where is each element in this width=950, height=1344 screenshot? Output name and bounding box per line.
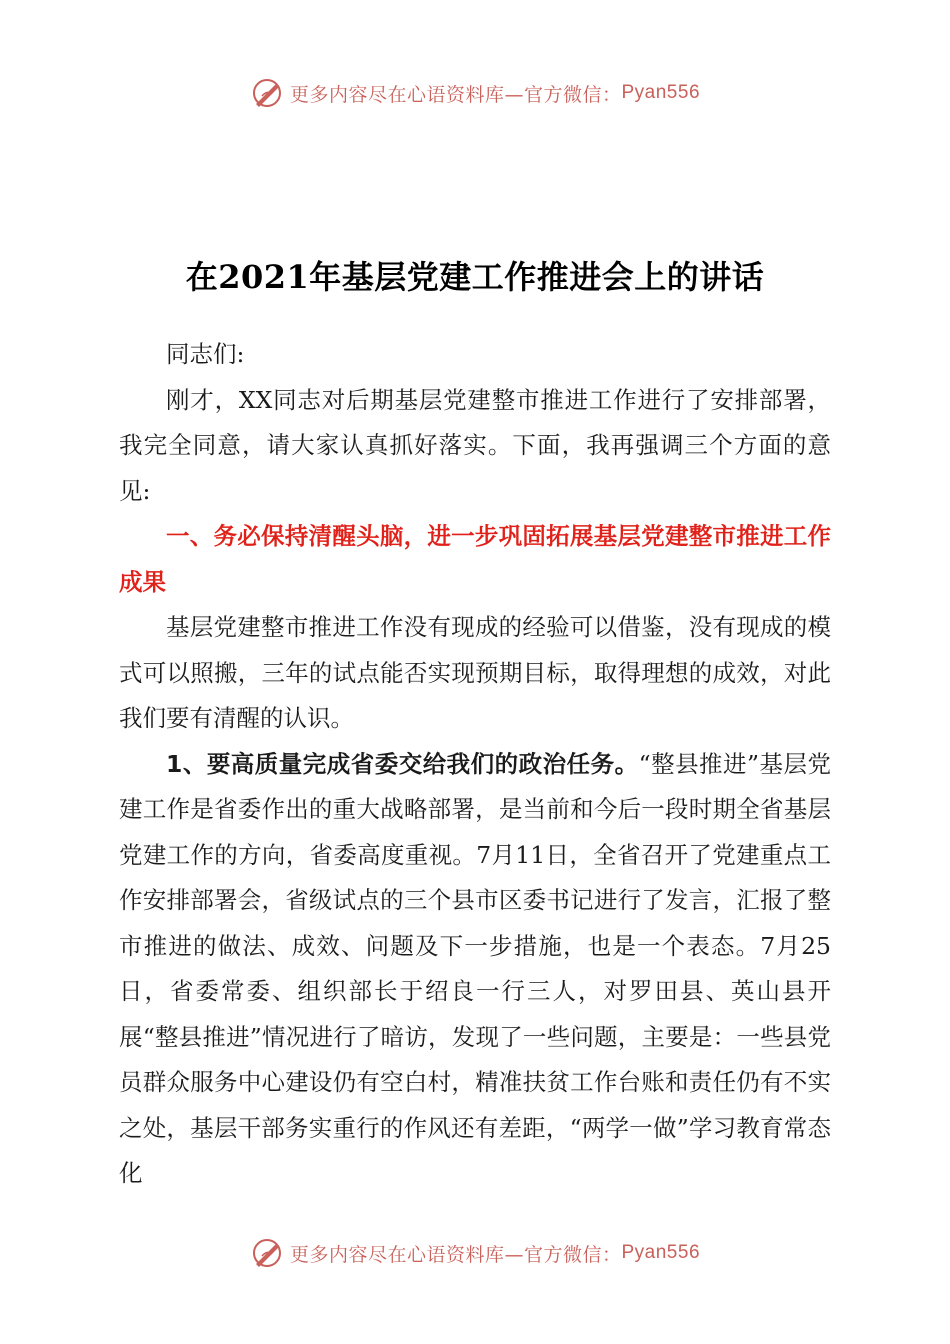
footer-banner	[0, 1233, 950, 1273]
banner-wechat-id: Pyan556	[621, 82, 701, 103]
intro-paragraph: 刚才，XX同志对后期基层党建整市推进工作进行了安排部署，我完全同意，请大家认真抓好落实。下面，我再强调三个方面的意见:	[119, 385, 831, 505]
document-title: 在2021年基层党建工作推进会上的讲话	[185, 258, 765, 296]
section-1-heading: 一、务必保持清醒头脑，进一步巩固拓展基层党建整市推进工作成果	[119, 522, 831, 596]
header-banner	[0, 73, 950, 113]
banner-text-main: 更多内容尽在心语资料库	[289, 1243, 505, 1266]
banner-text-sep: —官方微信：	[504, 83, 622, 106]
banner-wechat-id: Pyan556	[621, 1242, 701, 1263]
point-1-paragraph	[119, 742, 831, 1197]
banner-text-sep: —官方微信：	[504, 1243, 622, 1266]
banner-text-main: 更多内容尽在心语资料库	[289, 83, 505, 106]
document-body	[119, 332, 831, 1197]
point-1-heading: 1、要高质量完成省委交给我们的政治任务。	[166, 749, 639, 778]
point-1-body: “整县推进”基层党建工作是省委作出的重大战略部署，是当前和今后一段时期全省基层党建工作的方向，省委高度重视。7月11日，全省召开了党建重点工作安排部署会，省级试点的三个县市区委书记进行了发言，汇报了整市推进的做法、成效、问题及下一步措施，也是一个表态。7月25日，省委常委、组织部长于绍良一行三人，对罗田县、英山县开展“整县推进”情况进行了暗访，发现了一些问题，主要是：一些县党员群众服务中心建设仍有空白村，精准扶贫工作台账和责任仍有不实之处，基层干部务实重行的作风还有差距，“两学一做”学习教育常态化	[119, 749, 831, 1187]
pen-logo-icon	[250, 76, 284, 110]
section-1-paragraph: 基层党建整市推进工作没有现成的经验可以借鉴，没有现成的模式可以照搬，三年的试点能否实现预期目标，取得理想的成效，对此我们要有清醒的认识。	[119, 613, 831, 732]
salutation: 同志们:	[166, 340, 245, 368]
pen-logo-icon	[250, 1236, 284, 1270]
